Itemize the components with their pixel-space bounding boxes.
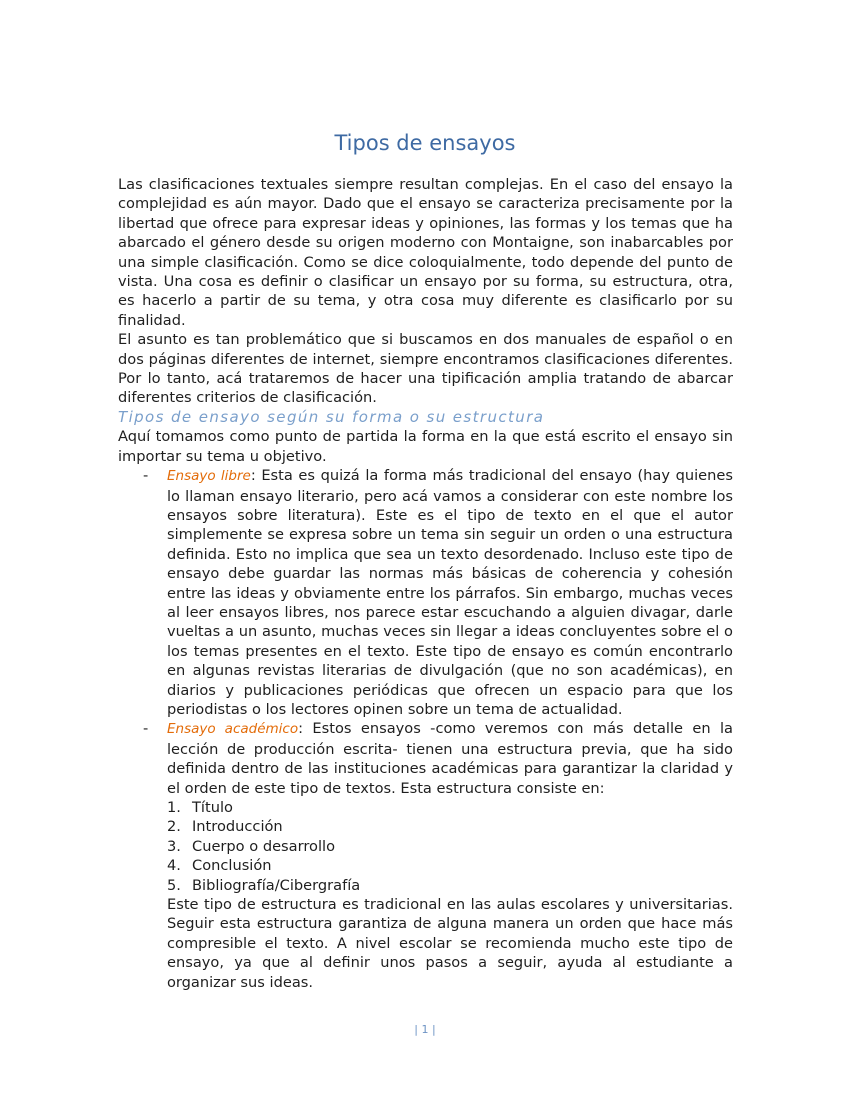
- structure-item: [167, 798, 733, 817]
- page-title: Tipos de ensayos: [334, 131, 516, 155]
- structure-number: 4.: [167, 857, 181, 875]
- structure-item: [167, 856, 733, 875]
- structure-item: [167, 817, 733, 836]
- intro-paragraph-2: El asunto es tan problemático que si buscamos en dos manuales de español o en dos páginas diferentes de internet, siempre encontramos clasificaciones diferentes. Por lo tanto, acá trataremos de hacer una tipificación amplia tratando de abarcar diferentes criterios de clasificación.: [118, 331, 733, 407]
- structure-number: 3.: [167, 837, 181, 855]
- structure-label: Introducción: [192, 818, 283, 836]
- structure-number: 1.: [167, 799, 181, 816]
- item-text: : Estos ensayos -como veremos con más detalle en la lección de producción escrita- tienen una estructura previa, que ha sido definida dentro de las instituciones académicas para garantizar la claridad y el orden de este tipo de textos. Esta estructura consiste en:: [167, 720, 734, 797]
- essay-types-list: [118, 466, 733, 992]
- structure-label: Título: [192, 799, 233, 816]
- structure-label: Bibliografía/Cibergrafía: [192, 876, 361, 894]
- closing-paragraph: Este tipo de estructura es tradicional en las aulas escolares y universitarias. Seguir esta estructura garantiza de alguna manera un orden que hace más compresible el texto. A nivel escolar se recomienda mucho este tipo de ensayo, ya que al definir unos pasos a seguir, ayuda al estudiante a organizar sus ideas.: [167, 896, 733, 991]
- term-ensayo-libre: Ensayo libre: [167, 468, 251, 485]
- list-item: [118, 719, 733, 992]
- item-text: : Esta es quizá la forma más tradicional del ensayo (hay quienes lo llaman ensayo literario, pero acá vamos a considerar con este nombre los ensayos sobre literatura). Este es el tipo de texto en el que el autor simplemente se expresa sobre un tema sin seguir un orden o una estructura definida. Esto no implica que sea un texto desordenado. Incluso este tipo de ensayo debe guardar las normas más básicas de coherencia y cohesión entre las ideas y obviamente entre los párrafos. Sin embargo, muchas veces al leer ensayos libres, nos parece estar escuchando a alguien divagar, darle vueltas a un asunto, muchas veces sin llegar a ideas concluyentes sobre el o los temas presentes en el texto. Este tipo de ensayo es común encontrarlo en algunas revistas literarias de divulgación (que no son académicas), en diarios y publicaciones periódicas que ofrecen un espacio para que los periodistas o los lectores opinen sobre un tema de actualidad.: [167, 467, 733, 718]
- list-item: [118, 466, 733, 719]
- structure-label: Conclusión: [192, 857, 272, 875]
- bullet-dash: -: [143, 720, 149, 738]
- page-number: | 1 |: [414, 1023, 436, 1036]
- term-ensayo-academico: Ensayo académico: [167, 721, 299, 738]
- structure-number: 2.: [167, 818, 181, 836]
- structure-label: Cuerpo o desarrollo: [192, 837, 335, 855]
- bullet-dash: -: [143, 467, 149, 485]
- structure-list: [167, 798, 733, 895]
- document-body: [118, 175, 733, 992]
- intro-paragraph-1: Las clasificaciones textuales siempre resultan complejas. En el caso del ensayo la complejidad es aún mayor. Dado que el ensayo se caracteriza precisamente por la libertad que ofrece para expresar ideas y opiniones, las formas y los temas que ha abarcado el género desde su origen moderno con Montaigne, son inabarcables por una simple clasificación. Como se dice coloquialmente, todo depende del punto de vista. Una cosa es definir o clasificar un ensayo por su forma, su estructura, otra, es hacerlo a partir de su tema, y otra cosa muy diferente es clasificarlo por su finalidad.: [118, 176, 733, 329]
- structure-item: [167, 876, 733, 895]
- section-heading: Tipos de ensayo según su forma o su estructura: [118, 407, 545, 426]
- structure-item: [167, 837, 733, 856]
- structure-number: 5.: [167, 876, 181, 894]
- section-intro: Aquí tomamos como punto de partida la forma en la que está escrito el ensayo sin importar su tema u objetivo.: [118, 428, 733, 465]
